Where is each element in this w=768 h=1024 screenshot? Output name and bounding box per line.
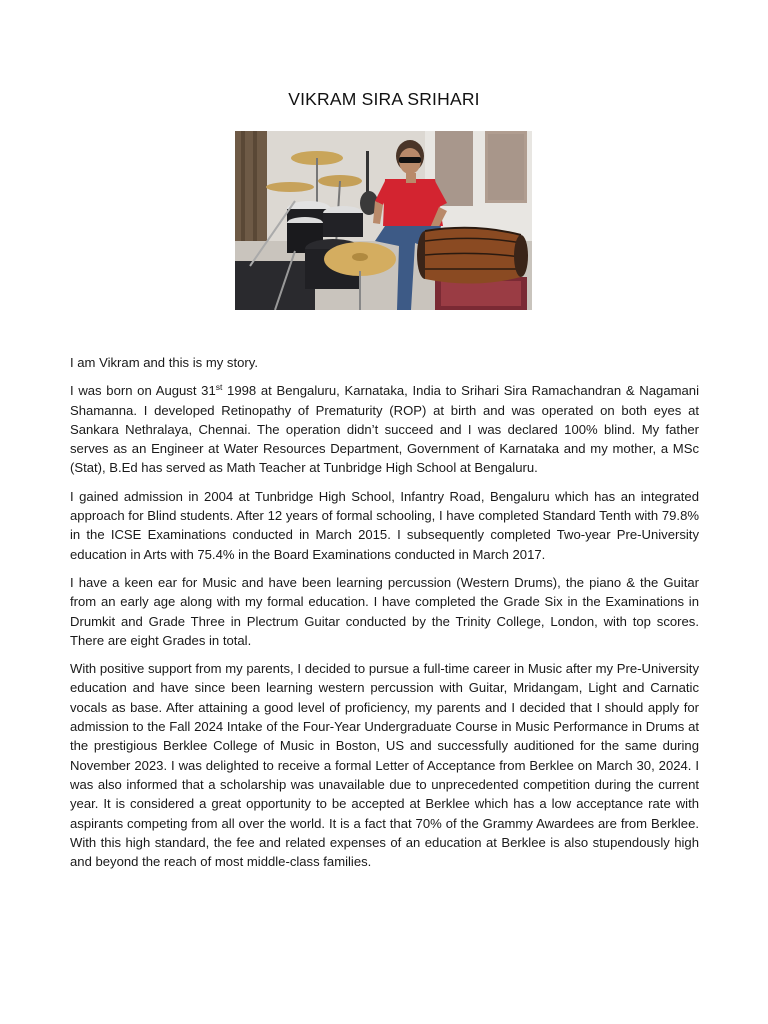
- profile-photo: [235, 131, 532, 310]
- birth-paragraph: [70, 381, 699, 477]
- berklee-paragraph: With positive support from my parents, I decided to pursue a full-time career in Music after my Pre-University education and have since been learning western percussion with Guitar, Mridangam, Light and Carnatic vocals as base. After attaining a good level of proficiency, my parents and I decided that I should apply for admission to the Fall 2024 Intake of the Four-Year Undergraduate Course in Music Performance in Drums at the prestigious Berklee College of Music in Boston, US and successfully auditioned for the same during November 2023. I was delighted to receive a formal Letter of Acceptance from Berklee on March 30, 2024. I was also informed that a scholarship was unavailable due to unprecedented competition during the current year. It is considered a great opportunity to be accepted at Berklee which has a low acceptance rate with aspirants competing from all over the world. It is a fact that 70% of the Grammy Awardees are from Berklee. With this high standard, the fee and related expenses of an education at Berklee is also stupendously high and beyond the reach of most middle-class families.: [70, 661, 699, 870]
- birth-text-rest: 1998 at Bengaluru, Karnataka, India to Srihari Sira Ramachandran & Nagamani Shamanna. I developed Retinopathy of Prematurity (ROP) at birth and was operated on both eyes at Sankara Nethralaya, Chennai. The operation didn’t succeed and I was declared 100% blind. My father serves as an Engineer at Water Resources Department, Government of Karnataka and my mother, a MSc (Stat), B.Ed has served as Math Teacher at Tunbridge High School at Bengaluru.: [70, 383, 699, 476]
- intro-paragraph: I am Vikram and this is my story.: [70, 355, 258, 370]
- drummer-photo-illustration: [235, 131, 532, 310]
- ordinal-suffix: st: [215, 382, 223, 393]
- story-body: [70, 353, 699, 880]
- education-paragraph: I gained admission in 2004 at Tunbridge High School, Infantry Road, Bengaluru which has an integrated approach for Blind students. After 12 years of formal schooling, I have completed Standard Tenth with 79.8% in the ICSE Examinations conducted in March 2015. I subsequently completed Two-year Pre-University education in Arts with 75.4% in the Board Examinations conducted in March 2017.: [70, 488, 699, 562]
- page-title: VIKRAM SIRA SRIHARI: [288, 89, 480, 109]
- birth-text-start: I was born on August 31: [70, 383, 216, 399]
- music-paragraph: I have a keen ear for Music and have been learning percussion (Western Drums), the piano & the Guitar from an early age along with my formal education. I have completed the Grade Six in the Examinations in Drumkit and Grade Three in Plectrum Guitar conducted by the Trinity College, London, with top scores. There are eight Grades in total.: [70, 574, 699, 648]
